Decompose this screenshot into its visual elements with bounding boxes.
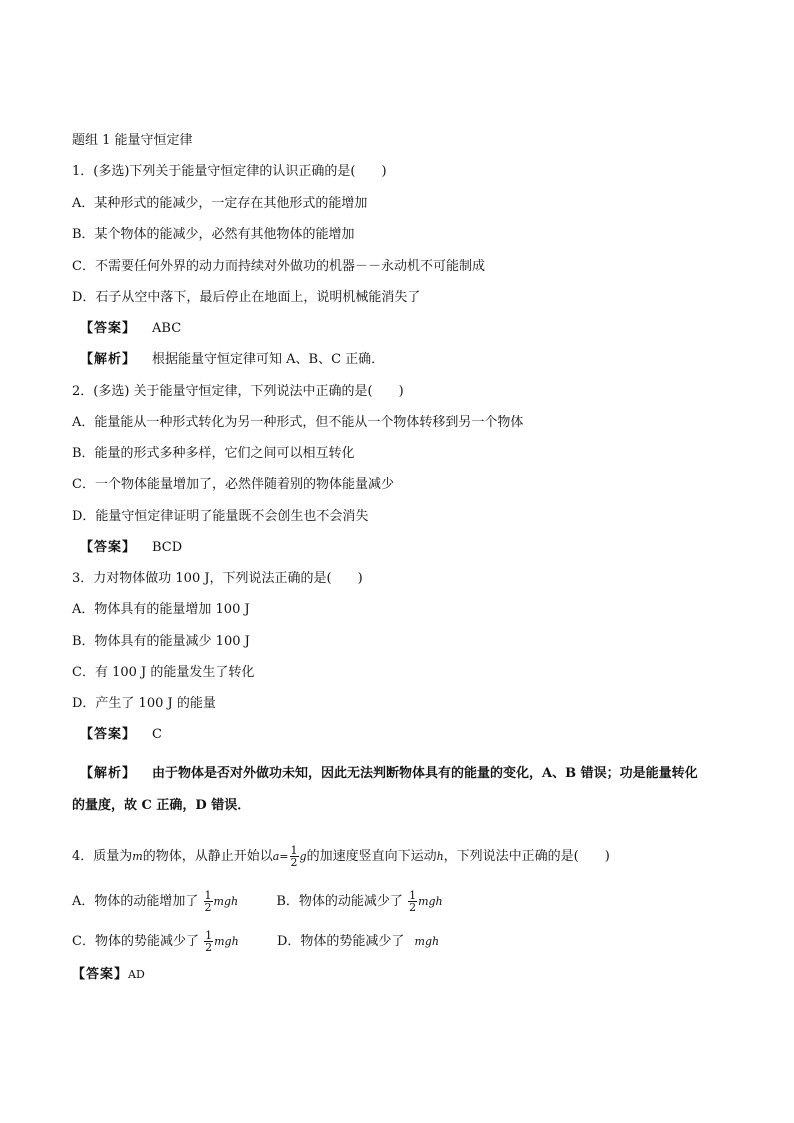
q1-answer-label: 【答案】 [80,321,137,336]
q1-option-a: A．某种形式的能减少，一定存在其他形式的能增加 [72,196,368,211]
q4-var-h: h [436,850,444,863]
q1-analysis-text: 根据能量守恒定律可知 A、B、C 正确． [152,352,385,367]
q4-stem [72,845,610,868]
section-title: 题组 1 能量守恒定律 [72,133,193,148]
q1-option-d: D．石子从空中落下，最后停止在地面上，说明机械能消失了 [72,290,421,305]
q2-answer-value: BCD [152,540,183,555]
q4-var-g: g [299,850,307,863]
q4-stem-part-a: 4．质量为 [72,849,133,864]
q4-fraction [290,845,299,868]
q1-option-b: B．某个物体的能减少，必然有其他物体的能增加 [72,227,355,242]
q4-option-c-mgh: mgh [214,935,239,948]
q2-answer [80,539,182,557]
q4-option-a-den: 2 [204,901,212,914]
q4-option-b-mgh: mgh [418,895,443,908]
q4-answer-value: AD [128,968,145,981]
q4-option-b-num: 1 [409,889,417,902]
q4-option-d-mgh: mgh [414,935,440,948]
q2-answer-label: 【答案】 [80,540,137,555]
q1-option-c: C．不需要任何外界的动力而持续对外做功的机器－－永动机不可能制成 [72,259,485,274]
q4-a-equals: a= [272,850,289,863]
q1-answer-value: ABC [152,321,182,336]
q2-option-b: B．能量的形式多种多样，它们之间可以相互转化 [72,446,355,461]
q4-option-b: B．物体的动能减少了 [276,894,403,909]
q3-option-d: D．产生了 100 J 的能量 [72,696,216,711]
q4-stem-part-b: 的物体，从静止开始以 [142,849,273,864]
q4-stem-part-c: 的加速度竖直向下运动 [306,849,437,864]
q2-option-a: A．能量能从一种形式转化为另一种形式，但不能从一个物体转移到另一个物体 [72,415,524,430]
q3-analysis-line1 [80,765,698,783]
q4-answer [72,966,145,984]
q4-option-a: A．物体的动能增加了 [72,894,199,909]
q4-options-cd [72,930,439,953]
q2-stem: 2．(多选) 关于能量守恒定律，下列说法中正确的是( ) [72,384,404,399]
q4-option-a-fraction [204,890,213,913]
q3-answer-label: 【答案】 [80,727,137,742]
q4-option-b-fraction [408,890,417,913]
q4-var-m: m [132,850,143,863]
q4-option-c-num: 1 [205,929,213,942]
q4-option-c-den: 2 [205,941,213,954]
q3-analysis-label: 【解析】 [80,766,137,781]
q4-options-ab [72,890,443,913]
q1-stem: 1．(多选)下列关于能量守恒定律的认识正确的是( ) [72,164,387,179]
q3-analysis-line2: 的量度，故 C 正确，D 错误． [72,798,251,813]
q4-answer-label: 【答案】 [72,967,129,982]
q3-stem: 3．力对物体做功 100 J，下列说法正确的是( ) [72,571,363,586]
q3-answer [80,726,162,744]
q3-option-b: B．物体具有的能量减少 100 J [72,634,250,649]
q3-option-c: C．有 100 J 的能量发生了转化 [72,665,255,680]
q3-option-a: A．物体具有的能量增加 100 J [72,602,250,617]
q4-option-c: C．物体的势能减少了 [72,934,199,949]
q4-stem-part-d: ，下列说法中正确的是( ) [443,849,610,864]
q3-answer-value: C [152,727,162,742]
q4-option-c-fraction [204,930,213,953]
q2-option-d: D．能量守恒定律证明了能量既不会创生也不会消失 [72,509,369,524]
q3-analysis-text-1: 由于物体是否对外做功未知，因此无法判断物体具有的能量的变化，A、B 错误；功是能量转化 [152,766,698,781]
q4-option-d: D．物体的势能减少了 [276,934,405,949]
q2-option-c: C．一个物体能量增加了，必然伴随着别的物体能量减少 [72,477,394,492]
q1-answer [80,320,181,338]
q1-analysis [80,351,384,369]
q4-option-a-mgh: mgh [213,895,239,908]
q1-analysis-label: 【解析】 [80,352,137,367]
q4-option-a-num: 1 [204,889,212,902]
q4-option-b-den: 2 [409,901,417,914]
q4-fraction-num: 1 [290,844,298,857]
q4-fraction-den: 2 [290,856,298,869]
